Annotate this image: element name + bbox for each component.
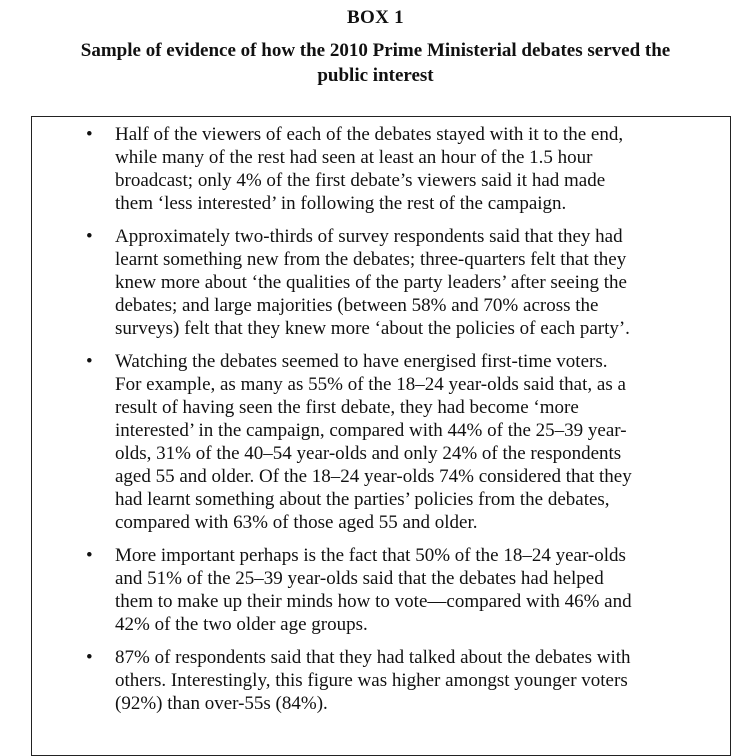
bullet-list (86, 123, 726, 725)
bullet-item (86, 544, 726, 636)
bullet-line: broadcast; only 4% of the first debate’s viewers said it had made (115, 170, 606, 191)
bullet-line: Approximately two-thirds of survey respondents said that they had (115, 226, 623, 247)
box-label: BOX 1 (347, 7, 404, 28)
bullet-icon: • (86, 351, 93, 372)
bullet-line: had learnt something about the parties’ policies from the debates, (115, 489, 610, 510)
bullet-line: More important perhaps is the fact that 50% of the 18–24 year-olds (115, 545, 626, 566)
bullet-line: debates; and large majorities (between 58% and 70% across the (115, 295, 599, 316)
bullet-line: knew more about ‘the qualities of the party leaders’ after seeing the (115, 272, 627, 293)
bullet-item (86, 350, 726, 534)
bullet-line: compared with 63% of those aged 55 and older. (115, 512, 478, 533)
bullet-line: olds, 31% of the 40–54 year-olds and only 24% of the respondents (115, 443, 622, 464)
bullet-icon: • (86, 226, 93, 247)
bullet-item (86, 123, 726, 215)
box-title (0, 38, 751, 88)
bullet-line: them ‘less interested’ in following the rest of the campaign. (115, 193, 567, 214)
bullet-item (86, 646, 726, 715)
bullet-line: interested’ in the campaign, compared with 44% of the 25–39 year- (115, 420, 627, 441)
bullet-line: others. Interestingly, this figure was higher amongst younger voters (115, 670, 628, 691)
bullet-line: aged 55 and older. Of the 18–24 year-olds 74% considered that they (115, 466, 632, 487)
bullet-line: learnt something new from the debates; three-quarters felt that they (115, 249, 627, 270)
bullet-line: them to make up their minds how to vote—compared with 46% and (115, 591, 632, 612)
bullet-line: result of having seen the first debate, they had become ‘more (115, 397, 579, 418)
bullet-line: surveys) felt that they knew more ‘about the policies of each party’. (115, 318, 630, 339)
bullet-line: 87% of respondents said that they had talked about the debates with (115, 647, 631, 668)
bullet-line: Half of the viewers of each of the debates stayed with it to the end, (115, 124, 624, 145)
bullet-line: For example, as many as 55% of the 18–24 year-olds said that, as a (115, 374, 626, 395)
bullet-item (86, 225, 726, 340)
bullet-icon: • (86, 124, 93, 145)
bullet-line: and 51% of the 25–39 year-olds said that the debates had helped (115, 568, 604, 589)
bullet-icon: • (86, 647, 93, 668)
bullet-line: 42% of the two older age groups. (115, 614, 368, 635)
bullet-line: while many of the rest had seen at least an hour of the 1.5 hour (115, 147, 593, 168)
bullet-line: (92%) than over-55s (84%). (115, 693, 328, 714)
box-title-line-2: public interest (317, 65, 434, 86)
bullet-line: Watching the debates seemed to have energised first-time voters. (115, 351, 608, 372)
box-title-line-1: Sample of evidence of how the 2010 Prime Ministerial debates served the (80, 40, 671, 61)
bullet-icon: • (86, 545, 93, 566)
